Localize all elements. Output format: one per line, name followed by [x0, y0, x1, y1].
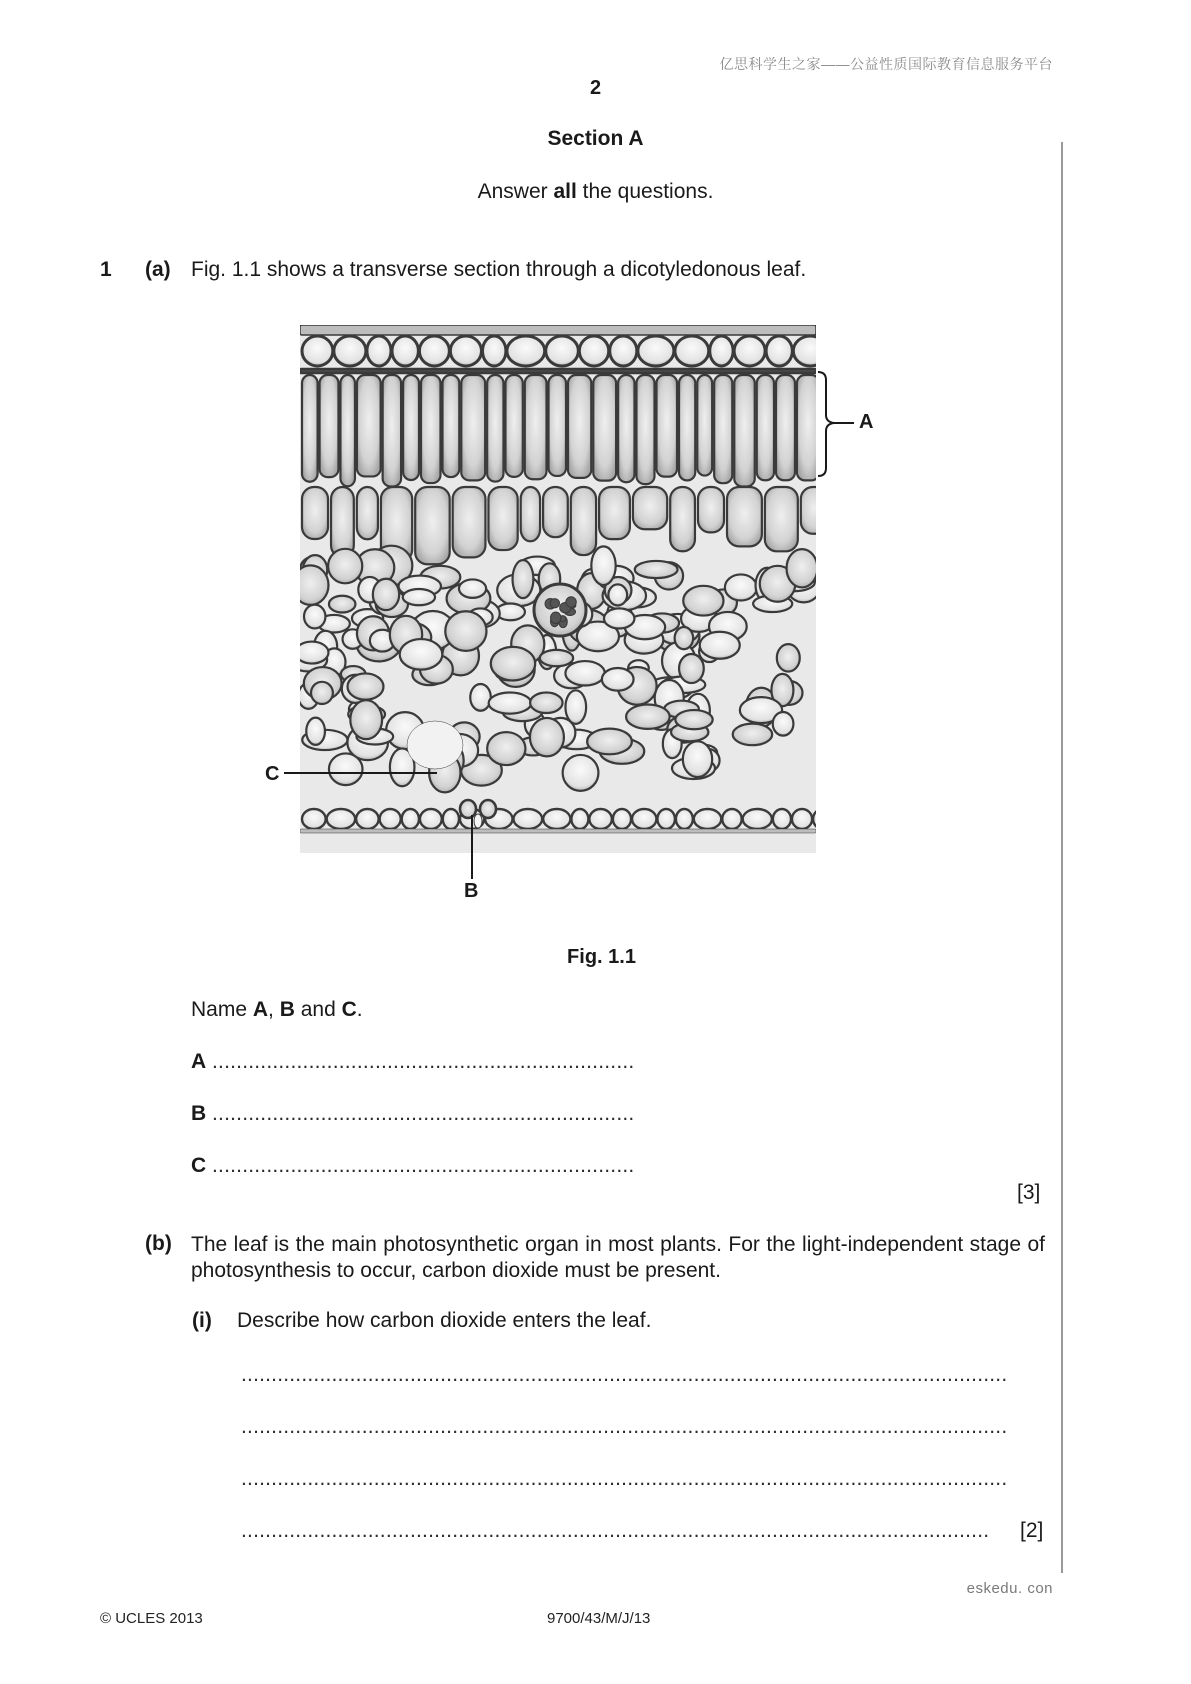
palisade-cell-lower: [765, 487, 798, 551]
palisade-cell: [797, 375, 816, 480]
sub-i-label: (i): [192, 1309, 212, 1332]
answer-line-a[interactable]: [191, 1050, 634, 1074]
upper-epidermis-cell: [793, 336, 816, 366]
palisade-cell-lower: [670, 487, 695, 551]
xylem-vessel: [550, 599, 559, 608]
spongy-mesophyll-cell: [608, 584, 627, 605]
spongy-mesophyll-cell: [329, 596, 356, 613]
instruction: [0, 180, 1191, 204]
answer-dots-a: ......................................................................: [212, 1050, 635, 1073]
palisade-cell: [383, 375, 401, 486]
spongy-mesophyll-cell: [491, 647, 535, 681]
spongy-mesophyll-cell: [626, 704, 670, 728]
lower-epidermis-cell: [514, 809, 543, 829]
prompt-sep2: and: [294, 998, 342, 1021]
palisade-cell: [461, 375, 485, 480]
lower-epidermis-cell: [302, 809, 326, 829]
upper-epidermis-cell: [710, 336, 733, 366]
spongy-mesophyll-cell: [306, 718, 325, 745]
spongy-mesophyll-cell: [587, 729, 632, 755]
palisade-cell: [734, 375, 754, 486]
answer-line-c[interactable]: [191, 1154, 634, 1178]
spongy-mesophyll-cell: [489, 692, 531, 713]
lower-epidermis-cell: [676, 809, 693, 829]
lower-epidermis-cell: [632, 809, 656, 829]
air-space: [407, 721, 463, 769]
name-prompt: [191, 998, 363, 1022]
upper-epidermis-cell: [610, 336, 637, 366]
spongy-mesophyll-cell: [304, 605, 325, 629]
lower-epidermis-cell: [613, 809, 631, 829]
palisade-cell-lower: [698, 487, 724, 532]
spongy-mesophyll-cell: [540, 650, 573, 666]
spongy-mesophyll-cell: [470, 684, 491, 711]
palisade-cell: [442, 375, 459, 477]
spongy-mesophyll-cell: [700, 632, 740, 659]
upper-epidermis-cell: [367, 336, 391, 366]
section-title: Section A: [547, 127, 644, 150]
upper-epidermis-cell: [419, 336, 449, 366]
lower-epidermis-cell: [327, 809, 355, 829]
prompt-sep1: ,: [268, 998, 280, 1021]
palisade-cell: [636, 375, 654, 484]
palisade-cell-lower: [302, 487, 328, 539]
palisade-cell-lower: [521, 487, 540, 541]
answer-letter-c: C: [191, 1154, 207, 1177]
question-number: 1: [100, 258, 112, 281]
palisade-cell: [776, 375, 795, 480]
part-b-label: (b): [145, 1232, 172, 1255]
lower-epidermis-cell: [589, 809, 612, 829]
answer-dots-c: ......................................................................: [212, 1154, 635, 1177]
spongy-mesophyll-cell: [675, 627, 694, 649]
spongy-mesophyll-cell: [403, 589, 435, 605]
spongy-mesophyll-cell: [373, 579, 399, 610]
bracket-a: [816, 370, 856, 480]
guard-cell: [480, 800, 496, 818]
palisade-cell: [679, 375, 695, 480]
answer-dots-b: ......................................................................: [212, 1102, 635, 1125]
prompt-a: A: [252, 998, 269, 1021]
upper-epidermis-cell: [638, 336, 674, 366]
figure-label-a: A: [859, 411, 874, 433]
spongy-mesophyll-cell: [773, 712, 794, 736]
spongy-mesophyll-cell: [565, 661, 604, 685]
prompt-before: Name: [191, 998, 253, 1021]
palisade-cell: [302, 375, 318, 482]
palisade-cell: [357, 375, 381, 476]
palisade-cell: [505, 375, 522, 477]
palisade-cell-lower: [453, 487, 486, 557]
lower-epidermis-cell: [356, 809, 379, 829]
upper-epidermis-cell: [334, 336, 366, 366]
spongy-mesophyll-cell: [733, 724, 772, 746]
spongy-mesophyll-cell: [328, 549, 362, 583]
footer-copyright: © UCLES 2013: [100, 1610, 203, 1627]
spongy-mesophyll-cell: [513, 560, 534, 598]
palisade-cell: [549, 375, 567, 476]
palisade-cell: [593, 375, 616, 481]
lower-epidermis-cell: [657, 809, 674, 829]
lower-epidermis-cell: [743, 809, 772, 829]
palisade-cell-lower: [543, 487, 568, 537]
answer-letter-b: B: [191, 1102, 207, 1125]
spongy-mesophyll-cell: [300, 642, 328, 664]
palisade-cell: [487, 375, 503, 482]
upper-epidermis-cell: [482, 336, 505, 366]
palisade-cell: [697, 375, 712, 476]
spongy-mesophyll-cell: [300, 565, 328, 604]
upper-epidermis-cell: [675, 336, 709, 366]
answer-line-b-i-1[interactable]: ...............................................................................................................................: [241, 1363, 1008, 1386]
part-a-label: (a): [145, 258, 171, 281]
palisade-cell: [568, 375, 591, 478]
instruction-bold: all: [553, 180, 577, 203]
page-number: 2: [589, 77, 602, 99]
lower-epidermis-cell: [420, 809, 442, 829]
epidermis-boundary: [300, 369, 816, 373]
stomatal-pore: [474, 814, 482, 828]
footer-watermark: eskedu. con: [966, 1580, 1053, 1597]
lower-epidermis-cell: [694, 809, 721, 829]
xylem-vessel: [551, 612, 561, 624]
lower-epidermis-cell: [571, 809, 588, 829]
spongy-mesophyll-cell: [679, 654, 704, 683]
spongy-mesophyll-cell: [725, 574, 757, 600]
spongy-mesophyll-cell: [350, 700, 382, 739]
spongy-mesophyll-cell: [602, 668, 634, 691]
figure-label-b: B: [464, 880, 479, 902]
lower-epidermis-cell: [773, 809, 791, 829]
palisade-cell-lower: [415, 487, 449, 564]
spongy-mesophyll-cell: [530, 718, 564, 756]
upper-cuticle: [300, 325, 816, 335]
footer-code: 9700/43/M/J/13: [547, 1610, 651, 1627]
spongy-mesophyll-cell: [683, 586, 723, 616]
spongy-mesophyll-cell: [565, 690, 586, 724]
figure-label-c: C: [265, 763, 280, 785]
spongy-mesophyll-cell: [311, 682, 333, 704]
lower-cuticle: [300, 829, 816, 833]
palisade-cell-lower: [488, 487, 517, 550]
palisade-cell: [656, 375, 677, 477]
lower-epidermis-cell: [402, 809, 419, 829]
answer-line-b-i-4[interactable]: ............................................................................................................................: [241, 1519, 990, 1542]
palisade-cell-lower: [727, 487, 762, 546]
instruction-after: the questions.: [576, 180, 714, 203]
palisade-cell: [618, 375, 634, 482]
spongy-mesophyll-cell: [348, 673, 384, 699]
xylem-vessel: [566, 597, 576, 607]
palisade-cell-lower: [599, 487, 630, 539]
spongy-mesophyll-cell: [530, 693, 562, 713]
prompt-b: B: [279, 998, 295, 1021]
answer-line-b-i-2[interactable]: ...............................................................................................................................: [241, 1415, 1008, 1438]
spongy-mesophyll-cell: [683, 741, 712, 777]
answer-letter-a: A: [191, 1050, 207, 1073]
palisade-cell: [757, 375, 774, 480]
marks-part-a: [3]: [1017, 1181, 1041, 1204]
palisade-cell: [320, 375, 339, 477]
spongy-mesophyll-cell: [604, 608, 634, 628]
lower-epidermis-cell: [543, 809, 570, 829]
palisade-cell-lower: [571, 487, 596, 555]
spongy-mesophyll-cell: [400, 639, 443, 670]
upper-epidermis-cell: [734, 336, 765, 366]
palisade-cell-lower: [801, 487, 816, 534]
spongy-mesophyll-cell: [675, 710, 712, 729]
lower-epidermis-cell: [443, 809, 459, 829]
upper-epidermis-cell: [766, 336, 792, 366]
spongy-mesophyll-cell: [445, 611, 486, 651]
upper-epidermis-cell: [579, 336, 608, 366]
lower-epidermis-cell: [380, 809, 401, 829]
part-a-text: Fig. 1.1 shows a transverse section through a dicotyledonous leaf.: [191, 258, 807, 281]
label-c-line: [284, 770, 439, 776]
spongy-mesophyll-cell: [563, 755, 599, 791]
prompt-c: C: [341, 998, 357, 1021]
palisade-cell: [340, 375, 355, 486]
marks-part-b-i: [2]: [1020, 1519, 1044, 1542]
answer-line-b[interactable]: [191, 1102, 634, 1126]
palisade-cell-lower: [357, 487, 378, 539]
spongy-mesophyll-cell: [459, 579, 486, 597]
lower-epidermis-cell: [722, 809, 741, 829]
instruction-before: Answer: [477, 180, 554, 203]
palisade-cell: [525, 375, 547, 479]
palisade-cell-lower: [633, 487, 667, 529]
header-watermark: 亿思科学生之家——公益性质国际教育信息服务平台: [719, 56, 1053, 72]
upper-epidermis-cell: [302, 336, 333, 366]
upper-epidermis-cell: [392, 336, 418, 366]
part-b-text: The leaf is the main photosynthetic organ in most plants. For the light-independent stage of photosynthesis to occur, carbon dioxide must be present.: [191, 1233, 1045, 1282]
palisade-cell-lower: [331, 487, 354, 557]
palisade-cell: [714, 375, 732, 483]
spongy-mesophyll-cell: [635, 561, 678, 578]
spongy-mesophyll-cell: [591, 546, 615, 585]
spongy-mesophyll-cell: [487, 732, 525, 765]
lower-epidermis-cell: [792, 809, 812, 829]
spongy-mesophyll-cell: [787, 549, 816, 587]
upper-epidermis-cell: [546, 336, 579, 366]
answer-line-b-i-3[interactable]: ...............................................................................................................................: [241, 1467, 1008, 1490]
palisade-cell: [421, 375, 441, 483]
figure-caption: Fig. 1.1: [567, 946, 636, 968]
upper-epidermis-cell: [507, 336, 545, 366]
palisade-cell: [403, 375, 419, 480]
prompt-end: .: [356, 998, 363, 1021]
upper-epidermis-cell: [450, 336, 481, 366]
label-b-line: [469, 815, 475, 880]
spongy-mesophyll-cell: [777, 644, 800, 671]
margin-line: [1061, 142, 1063, 1573]
sub-i-text: Describe how carbon dioxide enters the leaf.: [237, 1309, 652, 1332]
